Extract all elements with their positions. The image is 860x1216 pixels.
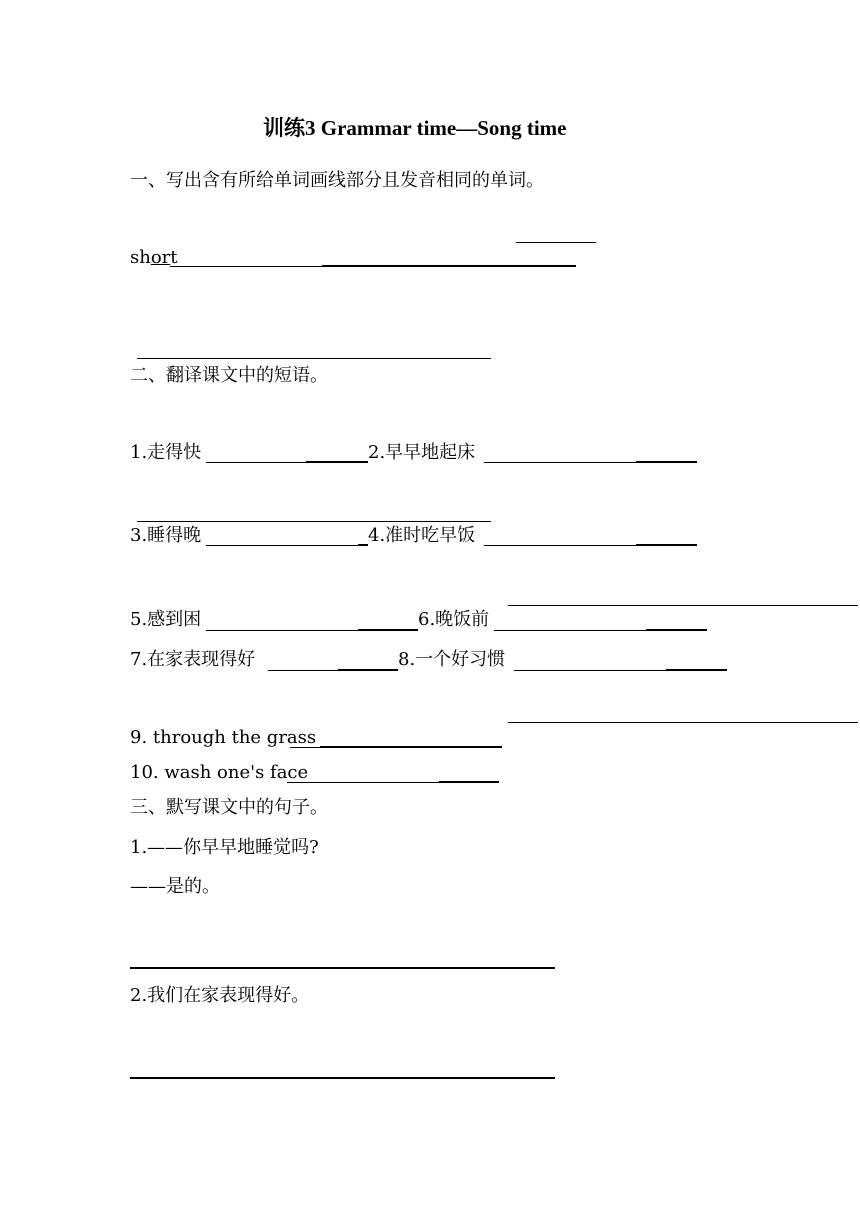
sentence-answer: ——是的。 <box>130 876 220 897</box>
answer-line <box>170 266 322 267</box>
answer-line <box>130 1077 555 1079</box>
answer-line <box>137 521 491 522</box>
answer-line <box>508 605 858 606</box>
phrase-item: 8.一个好习惯 <box>398 649 506 670</box>
answer-line <box>322 265 576 267</box>
answer-line <box>290 747 320 748</box>
page-title: 训练3 Grammar time—Song time <box>263 116 567 140</box>
answer-line <box>338 669 398 671</box>
phrase-item: 9. through the grass <box>130 727 317 748</box>
answer-line <box>268 670 338 671</box>
phrase-item: 10. wash one's face <box>130 762 309 783</box>
answer-line <box>130 967 555 969</box>
answer-line <box>666 669 727 671</box>
answer-line <box>358 629 418 631</box>
answer-line <box>206 462 306 463</box>
given-word-prefix: sh <box>130 247 151 268</box>
phrase-item: 7.在家表现得好 <box>130 649 256 670</box>
section-1-heading: 一、写出含有所给单词画线部分且发音相同的单词。 <box>130 170 544 191</box>
answer-line <box>494 630 646 631</box>
phrase-item: 6.晚饭前 <box>418 609 490 630</box>
answer-line <box>484 545 636 546</box>
answer-line <box>206 545 358 546</box>
answer-line <box>306 461 368 463</box>
phrase-item: 4.准时吃早饭 <box>368 525 476 546</box>
section-3-heading: 三、默写课文中的句子。 <box>130 797 328 818</box>
answer-line <box>439 781 499 783</box>
answer-line <box>287 782 439 783</box>
given-word-suffix: t <box>170 247 178 268</box>
given-word-underlined-part: or <box>150 247 171 268</box>
section-2-heading: 二、翻译课文中的短语。 <box>130 365 328 386</box>
answer-line <box>137 358 491 359</box>
answer-line <box>516 242 596 243</box>
answer-line <box>514 670 666 671</box>
phrase-item: 2.早早地起床 <box>368 442 476 463</box>
answer-line <box>206 630 358 631</box>
phrase-item: 1.走得快 <box>130 442 202 463</box>
sentence-question: 1.——你早早地睡觉吗? <box>130 837 319 858</box>
answer-line <box>320 746 502 748</box>
sentence-question: 2.我们在家表现得好。 <box>130 985 310 1006</box>
phrase-item: 3.睡得晚 <box>130 525 202 546</box>
answer-line <box>508 722 858 723</box>
answer-line <box>358 544 368 546</box>
answer-line <box>636 461 697 463</box>
answer-line <box>646 629 707 631</box>
answer-line <box>484 462 636 463</box>
phrase-item: 5.感到困 <box>130 609 202 630</box>
answer-line <box>636 544 697 546</box>
